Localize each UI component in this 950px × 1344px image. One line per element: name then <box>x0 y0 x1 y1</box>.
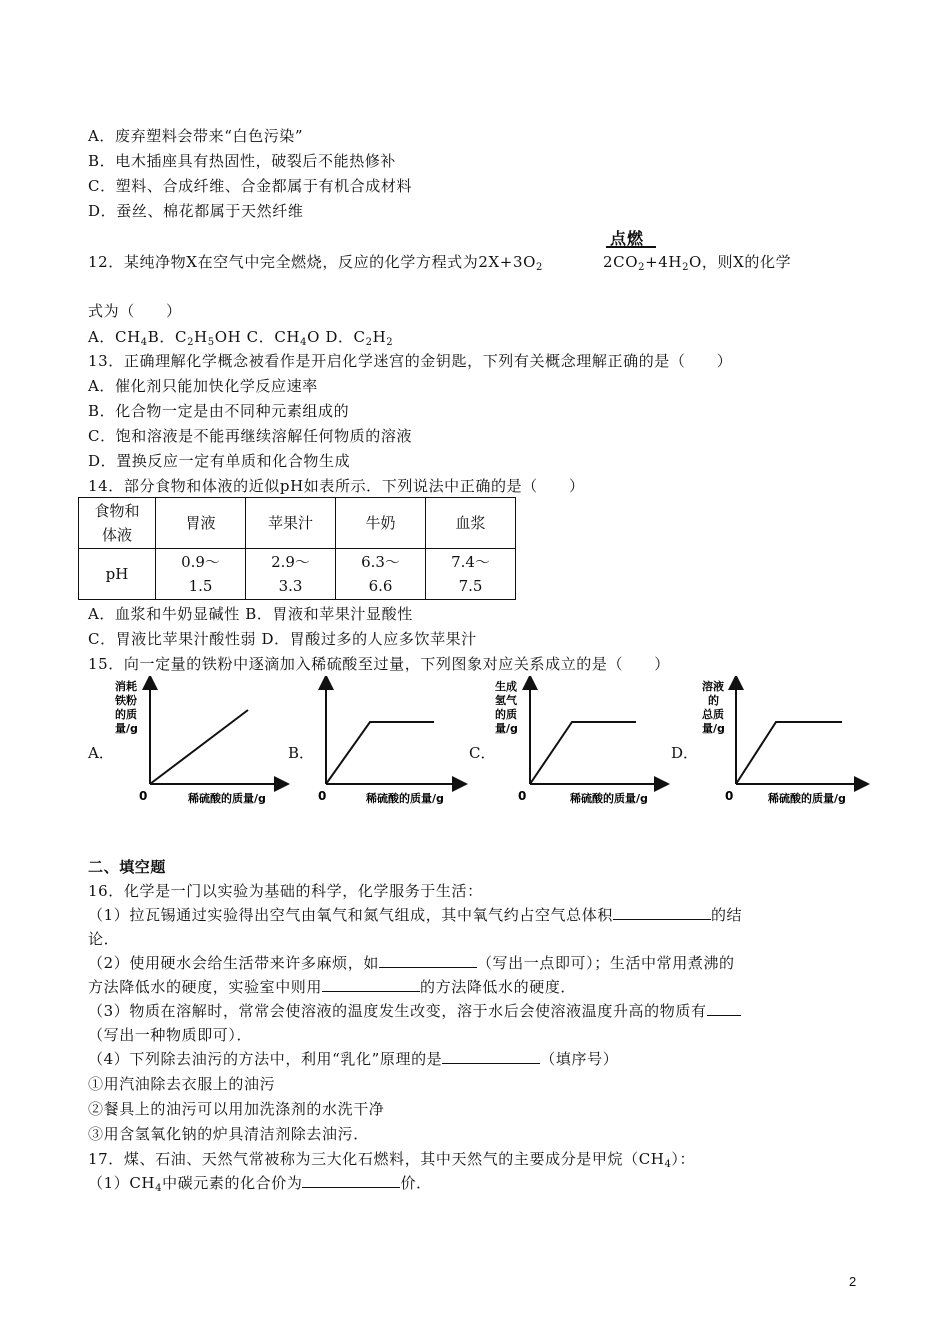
answer-blank[interactable] <box>322 977 420 992</box>
x-axis-label: 稀硫酸的质量/g <box>570 792 648 805</box>
answer-blank[interactable] <box>442 1049 540 1064</box>
origin-label: 0 <box>139 789 148 803</box>
ph-table <box>78 497 516 600</box>
q11-option-c: C．塑料、合成纤维、合金都属于有机合成材料 <box>88 177 413 195</box>
q16-item-2: ②餐具上的油污可以用加洗涤剂的水洗干净 <box>88 1100 385 1118</box>
q11-option-a: A．废弃塑料会带来“白色污染” <box>88 127 304 145</box>
q12-options: A．$CH_4B$．$C_2H_5OH$ C．$CH_4O$ D．$C_2H_2$ <box>88 328 394 348</box>
q16-item-3: ③用含氢氧化钠的炉具清洁剂除去油污． <box>88 1125 369 1143</box>
series-line <box>530 722 636 784</box>
q16-part2-cont: 方法降低水的硬度，实验室中则用 的方法降低水的硬度． <box>88 978 577 996</box>
y-label-line: 量/g <box>702 722 725 735</box>
q13-stem: 13．正确理解化学概念被看作是开启化学迷宫的金钥匙，下列有关概念理解正确的是（ ） <box>88 352 733 370</box>
reaction-condition: 点燃 <box>610 229 645 248</box>
answer-blank[interactable] <box>707 1001 741 1016</box>
y-label-line: 消耗 <box>115 680 137 693</box>
series-line <box>326 722 434 784</box>
q14-option-ab: A．血浆和牛奶显碱性 B．胃液和苹果汁显酸性 <box>88 605 413 623</box>
page-number: 2 <box>849 1274 857 1289</box>
graph-a-label: A． <box>88 744 114 762</box>
q12-stem: 12．某纯净物X在空气中完全燃烧，反应的化学方程式为$2X+3O_2$ $2CO_2+4H_2O$，则X的化学 <box>88 253 792 273</box>
table-cell: 7.4～ 7.5 <box>426 549 516 600</box>
q16-part3: （3）物质在溶解时，常常会使溶液的温度发生改变，溶于水后会使溶液温度升高的物质有 <box>88 1001 741 1021</box>
q17-stem: 17．煤、石油、天然气常被称为三大化石燃料，其中天然气的主要成分是甲烷$(CH_4)$： <box>88 1150 696 1170</box>
table-header-cell: 牛奶 <box>336 498 426 549</box>
graph-b-label: B． <box>288 744 315 762</box>
q16-part1-cont: 论． <box>88 930 120 948</box>
table-cell: 6.3～ 6.6 <box>336 549 426 600</box>
table-header-cell: 胃液 <box>156 498 246 549</box>
graph-b <box>310 676 470 811</box>
y-label-line: 生成 <box>495 680 517 693</box>
y-label-line: 的 <box>708 694 719 707</box>
answer-blank[interactable] <box>302 1173 400 1188</box>
q16-part1: （1）拉瓦锡通过实验得出空气由氧气和氮气组成，其中氧气约占空气总体积 的结 <box>88 906 743 924</box>
section-title: 二、填空题 <box>88 858 167 876</box>
graph-c <box>490 676 670 811</box>
table-cell: pH <box>79 549 156 600</box>
q16-part2: （2）使用硬水会给生活带来许多麻烦，如 （写出一点即可）；生活中常用煮沸的 <box>88 954 735 972</box>
answer-blank[interactable] <box>613 905 711 920</box>
q11-option-b: B．电木插座具有热固性，破裂后不能热修补 <box>88 152 397 170</box>
answer-blank[interactable] <box>379 953 477 968</box>
y-label-line: 溶液 <box>702 680 724 693</box>
x-axis-label: 稀硫酸的质量/g <box>188 792 266 805</box>
table-row <box>79 498 516 549</box>
origin-label: 0 <box>518 789 527 803</box>
table-cell: 2.9～ 3.3 <box>246 549 336 600</box>
q13-option-d: D．置换反应一定有单质和化合物生成 <box>88 452 351 470</box>
y-label-line: 量/g <box>115 722 138 735</box>
series-line <box>736 722 842 784</box>
x-axis-label: 稀硫酸的质量/g <box>366 792 444 805</box>
q16-part4: （4）下列除去油污的方法中，利用“乳化”原理的是 （填序号） <box>88 1050 619 1068</box>
q13-option-b: B．化合物一定是由不同种元素组成的 <box>88 402 350 420</box>
q14-option-cd: C．胃液比苹果汁酸性弱 D．胃酸过多的人应多饮苹果汁 <box>88 630 477 648</box>
table-cell: 0.9～ 1.5 <box>156 549 246 600</box>
graph-d-label: D． <box>671 744 699 762</box>
table-row <box>79 549 516 600</box>
q17-part1: $(1)CH_4$中碳元素的化合价为 价． <box>88 1174 432 1194</box>
q11-option-d: D．蚕丝、棉花都属于天然纤维 <box>88 202 304 220</box>
origin-label: 0 <box>725 789 734 803</box>
graph-a <box>110 676 290 811</box>
y-label-line: 铁粉 <box>115 694 137 707</box>
y-label-line: 总质 <box>702 708 724 721</box>
q16-part3-cont: （写出一种物质即可）． <box>88 1026 253 1044</box>
condition-underline <box>606 246 656 248</box>
series-line <box>150 710 248 784</box>
y-label-line: 的质 <box>495 708 517 721</box>
q13-option-c: C．饱和溶液是不能再继续溶解任何物质的溶液 <box>88 427 413 445</box>
table-header-cell: 血浆 <box>426 498 516 549</box>
x-axis-label: 稀硫酸的质量/g <box>768 792 846 805</box>
table-header-cell: 食物和 体液 <box>79 498 156 549</box>
graph-c-label: C． <box>469 744 496 762</box>
origin-label: 0 <box>318 789 327 803</box>
q13-option-a: A．催化剂只能加快化学反应速率 <box>88 377 318 395</box>
y-label-line: 氢气 <box>495 694 517 707</box>
q16-item-1: ①用汽油除去衣服上的油污 <box>88 1075 276 1093</box>
q15-stem: 15．向一定量的铁粉中逐滴加入稀硫酸至过量，下列图象对应关系成立的是（ ） <box>88 655 670 673</box>
table-header-cell: 苹果汁 <box>246 498 336 549</box>
q14-stem: 14．部分食物和体液的近似pH如表所示．下列说法中正确的是（ ） <box>88 477 585 495</box>
y-label-line: 的质 <box>115 708 137 721</box>
q12-stem-cont: 式为（ ） <box>88 302 182 320</box>
y-label-line: 量/g <box>495 722 518 735</box>
graph-d <box>696 676 870 811</box>
q16-stem: 16．化学是一门以实验为基础的科学，化学服务于生活： <box>88 882 483 900</box>
